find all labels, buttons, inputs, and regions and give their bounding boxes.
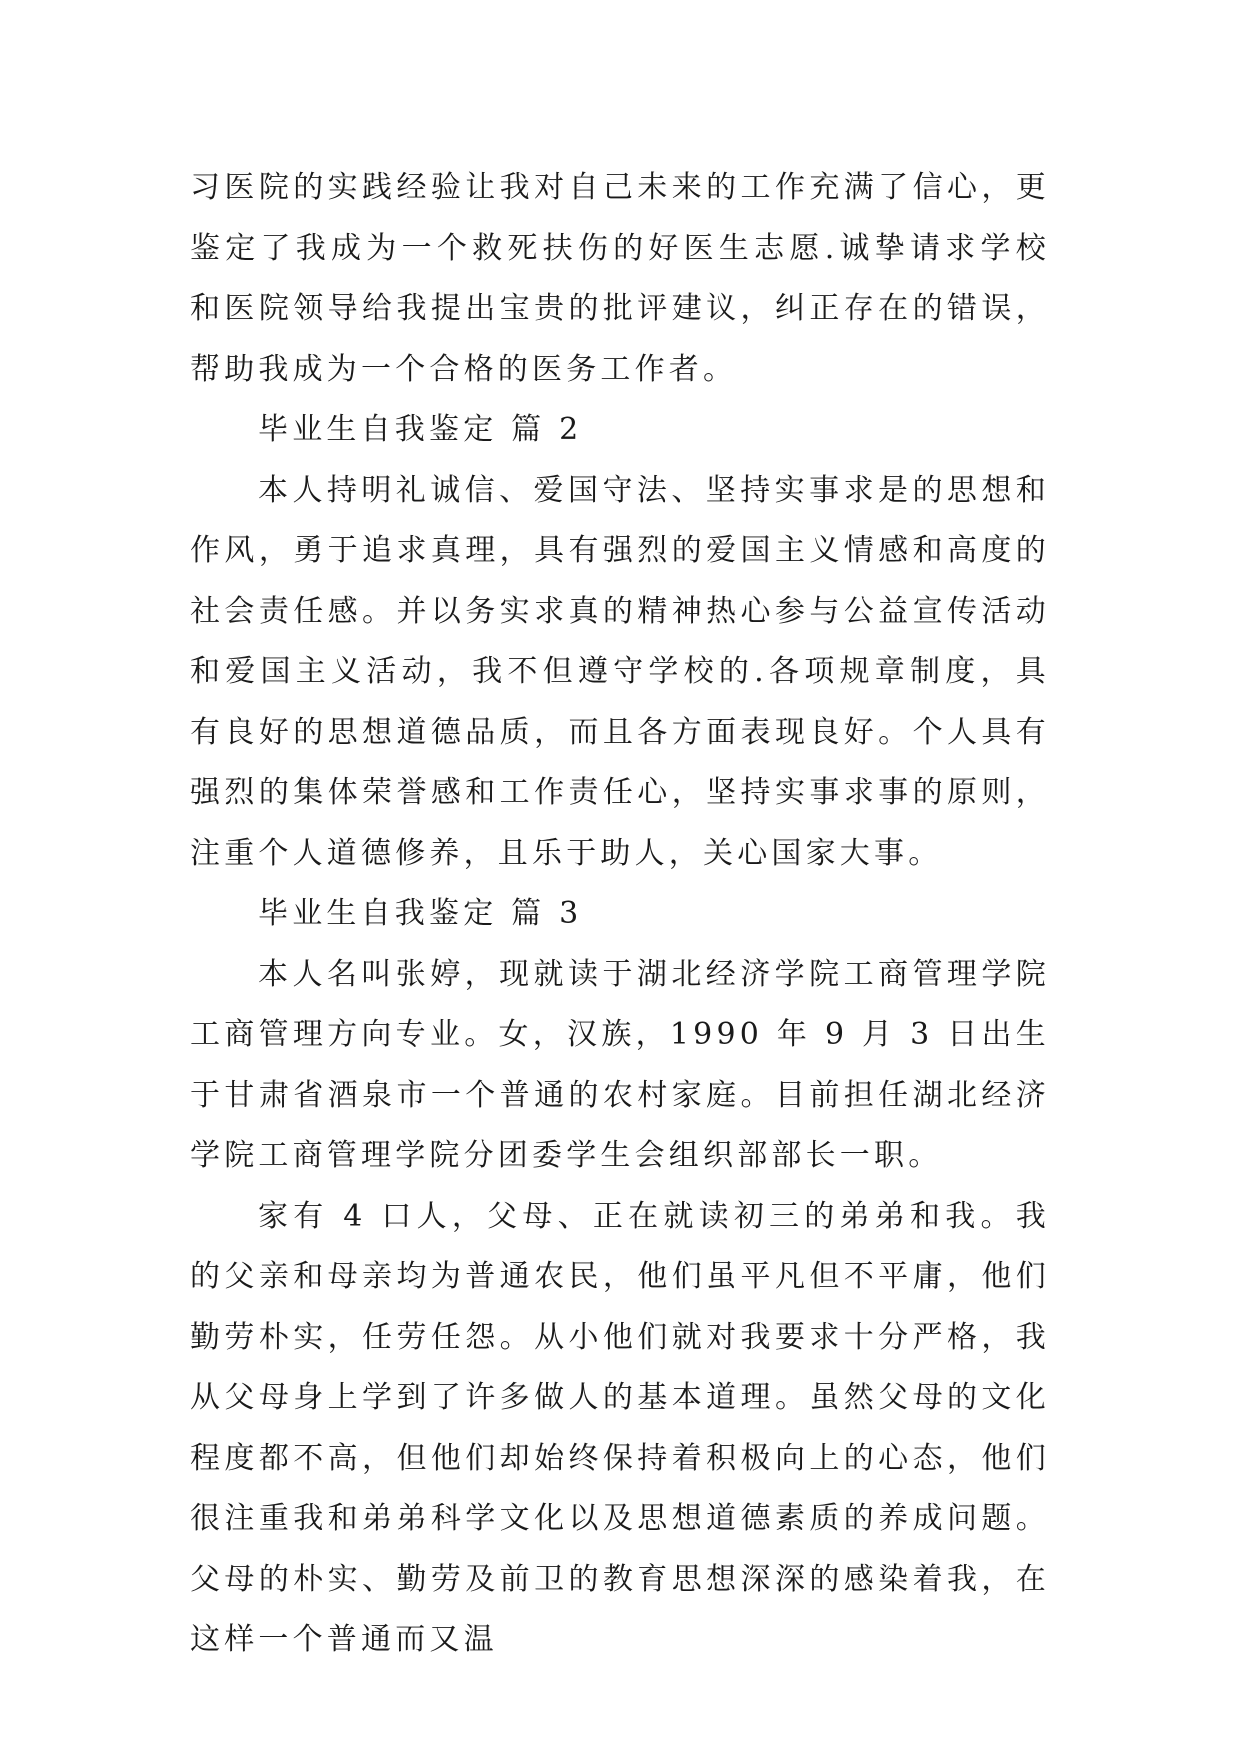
paragraph-continuation: 习医院的实践经验让我对自己未来的工作充满了信心，更鉴定了我成为一个救死扶伤的好医生志愿.诚挚请求学校和医院领导给我提出宝贵的批评建议，纠正存在的错误，帮助我成为一个合格的医务工作者。: [190, 170, 1050, 387]
section-heading-2: 毕业生自我鉴定 篇 2: [258, 412, 583, 447]
paragraph-section-2: 本人持明礼诚信、爱国守法、坚持实事求是的思想和作风，勇于追求真理，具有强烈的爱国主义情感和高度的社会责任感。并以务实求真的精神热心参与公益宣传活动和爱国主义活动，我不但遵守学校的.各项规章制度，具有良好的思想道德品质，而且各方面表现良好。个人具有强烈的集体荣誉感和工作责任心，坚持实事求事的原则，注重个人道德修养，且乐于助人，关心国家大事。: [190, 472, 1050, 871]
document-body: [190, 158, 1050, 1671]
paragraph-section-3-intro: 本人名叫张婷，现就读于湖北经济学院工商管理学院工商管理方向专业。女，汉族，1990 年 9 月 3 日出生于甘肃省酒泉市一个普通的农村家庭。目前担任湖北经济学院工商管理学院分团委学生会组织部部长一职。: [190, 956, 1050, 1173]
section-heading-3: 毕业生自我鉴定 篇 3: [258, 896, 583, 931]
paragraph-section-3-family: 家有 4 口人，父母、正在就读初三的弟弟和我。我的父亲和母亲均为普通农民，他们虽平凡但不平庸，他们勤劳朴实，任劳任怨。从小他们就对我要求十分严格，我从父母身上学到了许多做人的基本道理。虽然父母的文化程度都不高，但他们却始终保持着积极向上的心态，他们很注重我和弟弟科学文化以及思想道德素质的养成问题。父母的朴实、勤劳及前卫的教育思想深深的感染着我，在这样一个普通而又温: [190, 1198, 1050, 1657]
